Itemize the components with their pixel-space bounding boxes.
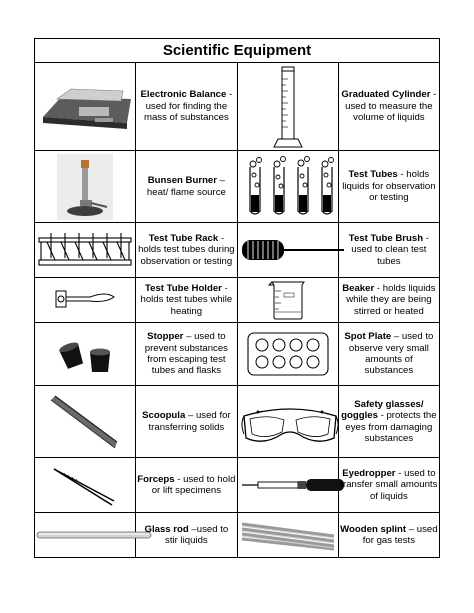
item-text: used to prevent substances from escaping test tubes and flasks: [144, 331, 228, 377]
image-cell: [237, 323, 338, 386]
image-cell: [237, 458, 338, 513]
item-name: Test Tube Rack: [148, 232, 219, 244]
test-tube-rack-icon: [35, 230, 135, 270]
item-name: Spot Plate: [344, 331, 392, 343]
item-description: [338, 63, 439, 151]
item-description: [338, 386, 439, 458]
test-tube-brush-icon: [238, 235, 348, 265]
item-text: holds liquids for observation or testing: [342, 169, 436, 204]
item-description: [136, 323, 237, 386]
wooden-splint-icon: [238, 518, 338, 552]
item-text: holds liquids while they are being stirred or heated: [346, 282, 436, 317]
item-description: [136, 386, 237, 458]
image-cell: [237, 278, 338, 323]
separator: –: [185, 410, 196, 422]
table-row: [35, 63, 440, 151]
item-text: used to clean test tubes: [351, 244, 427, 267]
item-name: Beaker: [342, 282, 375, 294]
item-text: used for finding the mass of substances: [143, 100, 229, 124]
separator: –: [391, 331, 402, 343]
image-cell: [35, 386, 136, 458]
separator: –: [217, 175, 226, 187]
image-cell: [35, 513, 136, 558]
item-name: Eyedropper: [342, 467, 396, 479]
item-name: Graduated Cylinder: [341, 89, 431, 101]
item-text: used to observe very small amounts of substances: [348, 331, 434, 377]
separator: -: [218, 232, 225, 244]
item-name: Bunsen Burner: [147, 175, 218, 187]
item-name: Scoopula: [142, 410, 186, 422]
test-tubes-icon: [240, 155, 336, 219]
item-name: Stopper: [147, 331, 184, 343]
item-description: [338, 151, 439, 223]
item-name: Forceps: [137, 473, 175, 485]
item-text: used for transferring solids: [148, 410, 231, 433]
item-description: [338, 223, 439, 278]
item-text: used to transfer small amounts of liquids: [340, 467, 438, 502]
table-row: [35, 386, 440, 458]
spot-plate-icon: [246, 331, 330, 377]
item-description: [338, 458, 439, 513]
item-description: [338, 513, 439, 558]
image-cell: [237, 513, 338, 558]
safety-goggles-icon: [238, 394, 342, 450]
scoopula-icon: [45, 392, 125, 452]
item-text: heat/ flame source: [146, 186, 226, 198]
separator: -: [174, 473, 184, 485]
image-cell: [237, 223, 338, 278]
table-row: [35, 513, 440, 558]
item-text: used to measure the volume of liquids: [345, 100, 433, 124]
item-text: used for gas tests: [362, 523, 438, 546]
image-cell: [237, 151, 338, 223]
image-cell: [35, 63, 136, 151]
separator: -: [374, 282, 383, 294]
image-cell: [35, 458, 136, 513]
table-row: [35, 323, 440, 386]
item-name: Test Tube Holder: [144, 282, 222, 294]
electronic-balance-icon: [35, 77, 139, 137]
image-cell: [35, 323, 136, 386]
separator: -: [395, 467, 405, 479]
item-description: [338, 323, 439, 386]
separator: -: [430, 89, 437, 101]
item-name: Glass rod: [144, 523, 189, 535]
item-name: Test Tube Brush: [348, 232, 424, 244]
graduated-cylinder-icon: [268, 65, 308, 149]
separator: -: [423, 232, 429, 244]
item-description: [136, 278, 237, 323]
eyedropper-icon: [238, 475, 348, 495]
separator: -: [397, 169, 407, 181]
page-title: Scientific Equipment: [35, 39, 440, 63]
table-row: [35, 458, 440, 513]
item-text: protects the eyes from damaging substances: [345, 410, 437, 444]
item-name: Electronic Balance: [140, 89, 227, 101]
item-name: Safety glasses/ goggles: [341, 398, 424, 422]
item-text: holds test tubes while heating: [140, 294, 233, 317]
item-description: [136, 458, 237, 513]
separator: -: [221, 282, 228, 294]
item-text: holds test tubes during observation or testing: [138, 244, 235, 267]
table-row: [35, 278, 440, 323]
forceps-icon: [50, 463, 120, 507]
item-description: [136, 151, 237, 223]
item-description: [136, 223, 237, 278]
item-description: [136, 63, 237, 151]
item-text: used to hold or lift specimens: [151, 473, 236, 496]
separator: -: [226, 89, 233, 101]
table-row: [35, 223, 440, 278]
image-cell: [35, 223, 136, 278]
bunsen-burner-icon: [55, 154, 115, 220]
item-name: Wooden splint: [340, 523, 407, 535]
table-row: [35, 151, 440, 223]
separator: –: [188, 523, 197, 535]
separator: -: [377, 410, 387, 422]
item-description: [338, 278, 439, 323]
image-cell: [237, 63, 338, 151]
separator: –: [406, 523, 417, 535]
beaker-icon: [266, 279, 310, 321]
image-cell: [35, 151, 136, 223]
image-cell: [237, 386, 338, 458]
image-cell: [35, 278, 136, 323]
stopper-icon: [50, 332, 120, 376]
test-tube-holder-icon: [50, 285, 120, 315]
separator: –: [183, 331, 195, 343]
equipment-table: [34, 38, 440, 558]
item-text: used to stir liquids: [165, 523, 229, 546]
item-name: Test Tubes: [348, 169, 398, 181]
